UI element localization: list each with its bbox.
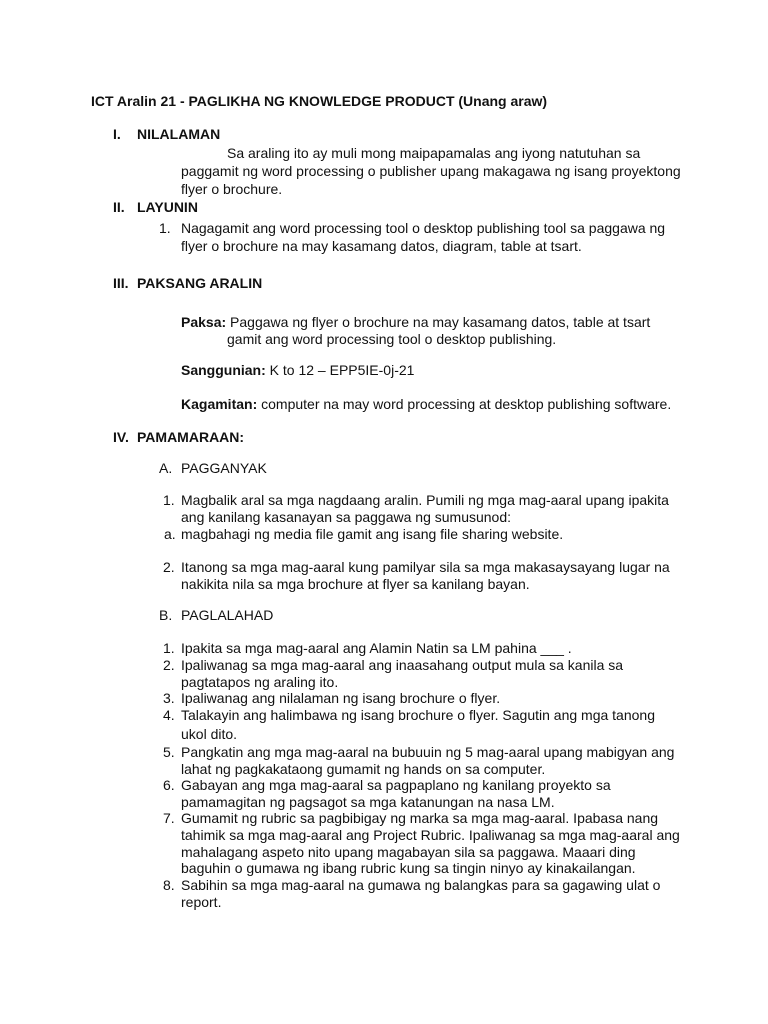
- paksa-text-line: gamit ang word processing tool o desktop publishing.: [227, 331, 557, 347]
- list-item-number: 3.: [163, 690, 175, 706]
- list-item-line: Gabayan ang mga mag-aaral sa pagpaplano ng kanilang proyekto sa: [181, 777, 611, 793]
- list-item-line: Itanong sa mga mag-aaral kung pamilyar sila sa mga makasaysayang lugar na: [181, 559, 670, 575]
- section-1-body-line: flyer o brochure.: [181, 181, 283, 197]
- section-2-item-line: Nagagamit ang word processing tool o desktop publishing tool sa paggawa ng: [181, 220, 666, 236]
- sanggunian-text: K to 12 – EPP5IE-0j-21: [269, 362, 415, 378]
- section-1-heading: NILALAMAN: [137, 126, 221, 142]
- paksa-text: Paggawa ng flyer o brochure na may kasamang datos, table at tsart: [230, 314, 651, 330]
- list-item-number: 5.: [163, 744, 175, 760]
- list-item-line: pagtatapos ng araling ito.: [181, 674, 339, 690]
- list-item-line: baguhin o gumawa ng ibang rubric kung sa tingin ninyo ay kinakailangan.: [181, 860, 636, 876]
- list-item-line: mahalagang aspeto nito upang magabayan sila sa paggawa. Maaari ding: [181, 844, 636, 860]
- section-1-body-line: paggamit ng word processing o publisher upang makagawa ng isang proyektong: [181, 163, 681, 179]
- kagamitan-line: [181, 396, 671, 413]
- list-item-line: Ipaliwanag sa mga mag-aaral ang inaasahang output mula sa kanila sa: [181, 657, 624, 673]
- subsection-a-heading: PAGGANYAK: [181, 460, 267, 476]
- list-item-number: 7.: [163, 810, 175, 826]
- section-3-heading: PAKSANG ARALIN: [137, 275, 263, 291]
- list-item-number: 8.: [163, 877, 175, 893]
- list-item-line: Magbalik aral sa mga nagdaang aralin. Pumili ng mga mag-aaral upang ipakita: [181, 492, 669, 508]
- list-item-line: magbahagi ng media file gamit ang isang file sharing website.: [181, 526, 564, 542]
- list-item-line: Ipaliwanag ang nilalaman ng isang brochure o flyer.: [181, 690, 501, 706]
- paksa-line: [181, 314, 650, 331]
- subsection-a-letter: A.: [159, 460, 173, 476]
- list-item-line: ang kanilang kasanayan sa paggawa ng sumusunod:: [181, 509, 512, 525]
- list-item-line: Sabihin sa mga mag-aaral na gumawa ng balangkas para sa gagawing ulat o: [181, 877, 661, 893]
- list-item-number: 1.: [163, 492, 175, 508]
- section-3-number: III.: [113, 275, 129, 291]
- kagamitan-text: computer na may word processing at desktop publishing software.: [261, 396, 672, 412]
- list-item-line: pamamagitan ng pagsagot sa mga katanungan na nasa LM.: [181, 794, 555, 810]
- section-2-item-number: 1.: [159, 220, 171, 236]
- section-2-item-line: flyer o brochure na may kasamang datos, diagram, table at tsart.: [181, 238, 582, 254]
- section-1-body-line: Sa araling ito ay muli mong maipapamalas ang iyong natutuhan sa: [227, 145, 641, 161]
- list-item-line: lahat ng pagkakataong gumamit ng hands on sa computer.: [181, 761, 546, 777]
- document-title: ICT Aralin 21 - PAGLIKHA NG KNOWLEDGE PRODUCT (Unang araw): [91, 93, 548, 109]
- kagamitan-label: Kagamitan:: [181, 396, 258, 412]
- list-item-number: 2.: [163, 657, 175, 673]
- list-item-number: 4.: [163, 707, 175, 723]
- list-item-line: tahimik sa mga mag-aaral ang Project Rubric. Ipaliwanag sa mga mag-aaral ang: [181, 827, 680, 843]
- section-4-heading: PAMAMARAAN:: [137, 429, 245, 445]
- section-2-number: II.: [113, 199, 125, 215]
- list-item-line: nakikita nila sa mga brochure at flyer sa kanilang bayan.: [181, 576, 530, 592]
- paksa-label: Paksa:: [181, 314, 227, 330]
- sanggunian-line: [181, 362, 414, 379]
- list-item-line: Gumamit ng rubric sa pagbibigay ng marka sa mga mag-aaral. Ipabasa nang: [181, 810, 659, 826]
- section-1-number: I.: [113, 126, 121, 142]
- sanggunian-label: Sanggunian:: [181, 362, 266, 378]
- list-item-number: 6.: [163, 777, 175, 793]
- list-item-line: Pangkatin ang mga mag-aaral na bubuuin ng 5 mag-aaral upang mabigyan ang: [181, 744, 675, 760]
- list-item-line: Ipakita sa mga mag-aaral ang Alamin Natin sa LM pahina ___ .: [181, 640, 572, 656]
- list-item-number: a.: [164, 526, 176, 542]
- subsection-b-letter: B.: [159, 607, 173, 623]
- list-item-line: Talakayin ang halimbawa ng isang brochure o flyer. Sagutin ang mga tanong: [181, 707, 655, 723]
- section-4-number: IV.: [113, 429, 129, 445]
- list-item-line: ukol dito.: [181, 726, 238, 742]
- subsection-b-heading: PAGLALAHAD: [181, 607, 274, 623]
- list-item-number: 1.: [163, 640, 175, 656]
- list-item-number: 2.: [163, 559, 175, 575]
- section-2-heading: LAYUNIN: [137, 199, 198, 215]
- list-item-line: report.: [181, 894, 222, 910]
